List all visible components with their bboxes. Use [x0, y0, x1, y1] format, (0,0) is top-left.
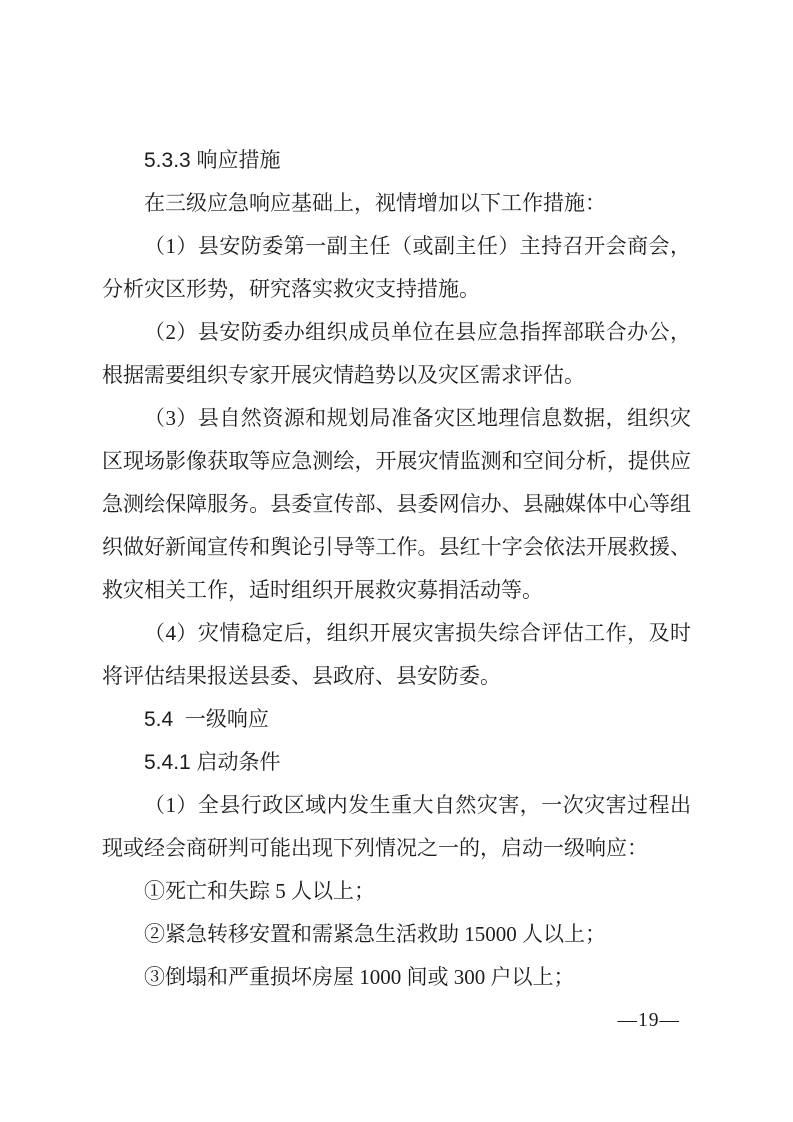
page-number: —19—	[617, 1010, 680, 1031]
paragraph-response-intro: 在三级应急响应基础上，视情增加以下工作措施：	[144, 191, 606, 215]
section-heading-5-3-3: 5.3.3 响应措施	[144, 149, 281, 172]
condition-item-2: ②紧急转移安置和需紧急生活救助 15000 人以上；	[144, 922, 606, 946]
condition-item-1: ①死亡和失踪 5 人以上；	[144, 879, 375, 903]
paragraph-measure-4: （4）灾情稳定后，组织开展灾害损失综合评估工作，及时将评估结果报送县委、县政府、县安防委。	[102, 621, 691, 688]
paragraph-measure-2: （2）县安防委办组织成员单位在县应急指挥部联合办公，根据需要组织专家开展灾情趋势以及灾区需求评估。	[102, 320, 691, 387]
document-body	[102, 139, 691, 999]
section-heading-5-4-1: 5.4.1 启动条件	[144, 751, 281, 774]
paragraph-measure-1: （1）县安防委第一副主任（或副主任）主持召开会商会，分析灾区形势，研究落实救灾支持措施。	[102, 234, 691, 301]
paragraph-measure-3: （3）县自然资源和规划局准备灾区地理信息数据，组织灾区现场影像获取等应急测绘，开展灾情监测和空间分析，提供应急测绘保障服务。县委宣传部、县委网信办、县融媒体中心等组织做好新闻宣传和舆论引导等工作。县红十字会依法开展救援、救灾相关工作，适时组织开展救灾募捐活动等。	[102, 406, 691, 602]
paragraph-condition-intro: （1）全县行政区域内发生重大自然灾害，一次灾害过程出现或经会商研判可能出现下列情况之一的，启动一级响应：	[102, 793, 691, 860]
condition-item-3: ③倒塌和严重损坏房屋 1000 间或 300 户以上；	[144, 965, 575, 989]
section-heading-5-4: 5.4 一级响应	[144, 708, 269, 731]
